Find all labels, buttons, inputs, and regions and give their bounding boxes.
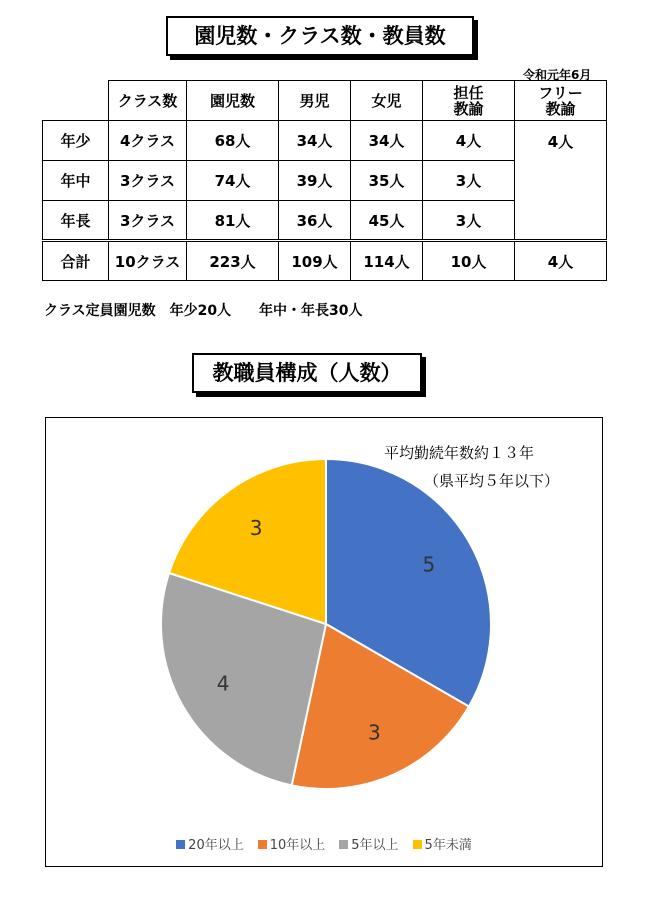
cell-girls: 35人: [351, 161, 423, 201]
legend-swatch: [413, 840, 422, 849]
legend-swatch: [339, 840, 348, 849]
capacity-note: クラス定員園児数 年少20人 年中・年長30人: [44, 303, 363, 319]
header-children: 園児数: [187, 81, 279, 121]
table-row: [43, 121, 607, 161]
header-boys: 男児: [279, 81, 351, 121]
header-free-line2: 教諭: [545, 99, 576, 118]
row-label: 年中: [43, 161, 109, 201]
cell-homeroom: 3人: [423, 161, 515, 201]
total-children: 223人: [187, 241, 279, 281]
table-total-row: [43, 241, 607, 281]
cell-children: 74人: [187, 161, 279, 201]
cell-classes: 3クラス: [109, 201, 187, 241]
total-free: 4人: [515, 241, 607, 281]
chart-frame: [45, 417, 603, 867]
header-free-line1: フリー: [538, 83, 583, 102]
cell-girls: 34人: [351, 121, 423, 161]
legend-label: 5年未満: [424, 838, 472, 853]
header-free: [515, 81, 607, 121]
legend-item-1: [176, 834, 244, 853]
total-label: 合計: [43, 241, 109, 281]
slice-label-1: 5: [422, 552, 436, 577]
legend-label: 10年以上: [269, 838, 326, 853]
row-label: 年少: [43, 121, 109, 161]
cell-boys: 36人: [279, 201, 351, 241]
class-table: [42, 80, 607, 281]
table-title: 園児数・クラス数・教員数: [166, 16, 474, 56]
cell-classes: 4クラス: [109, 121, 187, 161]
header-homeroom-line2: 教諭: [453, 99, 484, 118]
legend-item-3: [339, 834, 398, 853]
row-label: 年長: [43, 201, 109, 241]
header-corner: [43, 81, 109, 121]
cell-children: 68人: [187, 121, 279, 161]
header-classes: クラス数: [109, 81, 187, 121]
slice-label-2: 3: [367, 720, 381, 745]
header-homeroom-line1: 担任: [453, 83, 484, 102]
cell-boys: 39人: [279, 161, 351, 201]
date-label: 令和元年6月: [523, 68, 592, 82]
total-girls: 114人: [351, 241, 423, 281]
cell-children: 81人: [187, 201, 279, 241]
legend-swatch: [176, 840, 185, 849]
slice-label-3: 4: [216, 671, 230, 696]
header-girls: 女児: [351, 81, 423, 121]
cell-girls: 45人: [351, 201, 423, 241]
average-years-note: 平均勤続年数約１３年: [384, 444, 535, 462]
total-classes: 10クラス: [109, 241, 187, 281]
slice-label-4: 3: [249, 515, 263, 540]
table-header-row: [43, 81, 607, 121]
legend-item-4: [413, 834, 472, 853]
legend-label: 20年以上: [188, 838, 244, 853]
total-homeroom: 10人: [423, 241, 515, 281]
cell-boys: 34人: [279, 121, 351, 161]
cell-classes: 3クラス: [109, 161, 187, 201]
cell-homeroom: 4人: [423, 121, 515, 161]
chart-title: 教職員構成（人数）: [192, 353, 422, 393]
cell-homeroom: 3人: [423, 201, 515, 241]
header-homeroom: [423, 81, 515, 121]
legend-swatch: [258, 840, 267, 849]
total-boys: 109人: [279, 241, 351, 281]
prefecture-average-note: （県平均５年以下）: [424, 472, 560, 490]
chart-legend: [46, 834, 602, 853]
legend-item-2: [258, 834, 326, 853]
legend-label: 5年以上: [351, 838, 399, 853]
cell-free-merged: 4人: [515, 121, 607, 241]
